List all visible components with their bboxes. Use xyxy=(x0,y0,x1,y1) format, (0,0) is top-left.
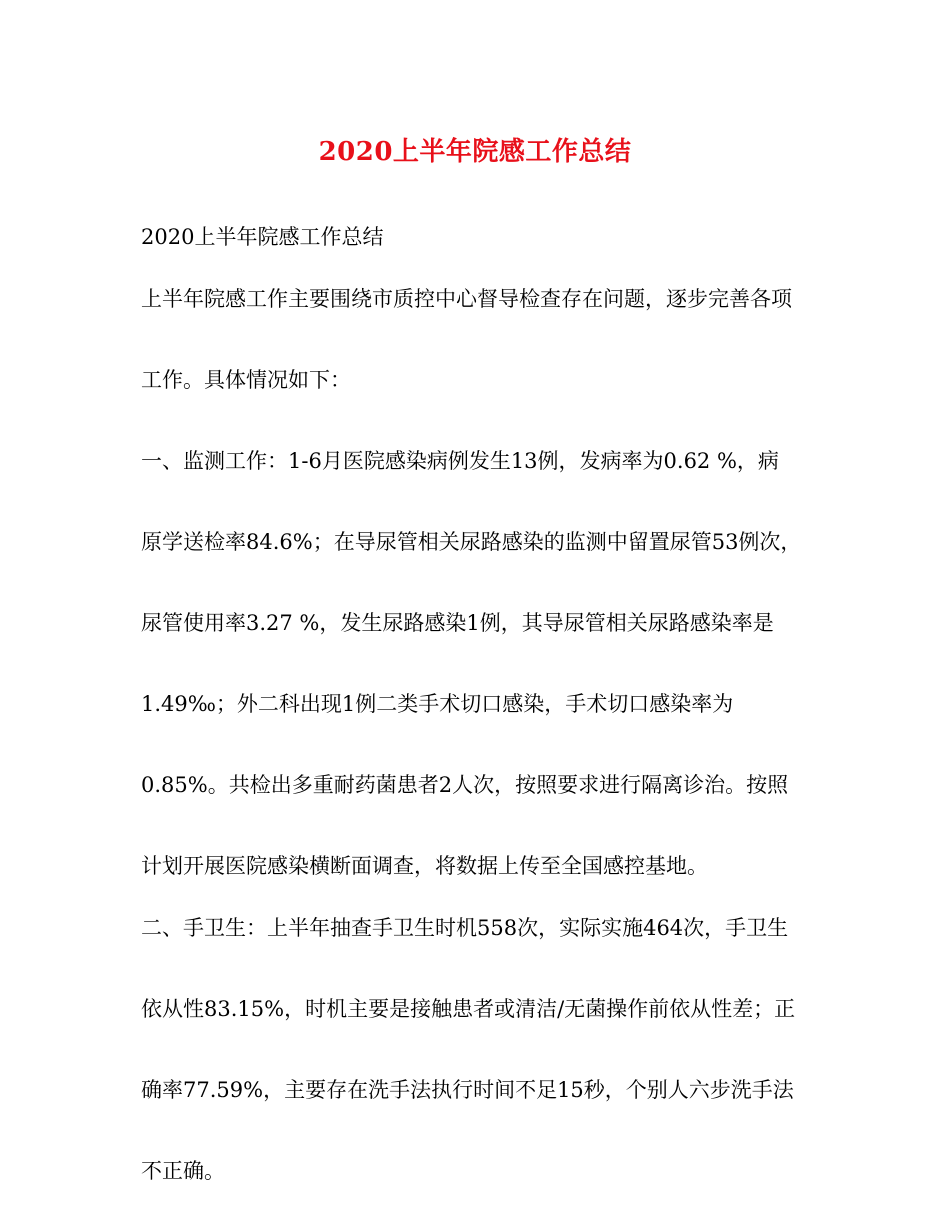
body-line: 尿管使用率3.27 %，发生尿路感染1例，其导尿管相关尿路感染率是 xyxy=(141,611,774,635)
body-line: 计划开展医院感染横断面调查，将数据上传至全国感控基地。 xyxy=(141,854,708,878)
body-line: 一、监测工作：1-6月医院感染病例发生13例，发病率为0.62 %，病 xyxy=(141,449,779,473)
body-line: 上半年院感工作主要围绕市质控中心督导检查存在问题，逐步完善各项 xyxy=(141,287,792,311)
body-subtitle-line: 2020上半年院感工作总结 xyxy=(141,225,384,249)
document-title: 2020上半年院感工作总结 xyxy=(318,137,632,167)
body-line: 原学送检率84.6%；在导尿管相关尿路感染的监测中留置尿管53例次， xyxy=(141,530,802,554)
body-line: 工作。具体情况如下： xyxy=(141,368,351,392)
body-line: 0.85%。共检出多重耐药菌患者2人次，按照要求进行隔离诊治。按照 xyxy=(141,773,789,797)
body-line: 1.49‰；外二科出现1例二类手术切口感染，手术切口感染率为 xyxy=(141,692,734,716)
document-body xyxy=(141,220,821,1189)
body-line: 依从性83.15%，时机主要是接触患者或清洁/无菌操作前依从性差；正 xyxy=(141,997,796,1021)
body-line: 确率77.59%，主要存在洗手法执行时间不足15秒，个别人六步洗手法 xyxy=(141,1078,794,1102)
body-line: 二、手卫生：上半年抽查手卫生时机558次，实际实施464次，手卫生 xyxy=(141,916,789,940)
body-line: 不正确。 xyxy=(141,1159,225,1183)
